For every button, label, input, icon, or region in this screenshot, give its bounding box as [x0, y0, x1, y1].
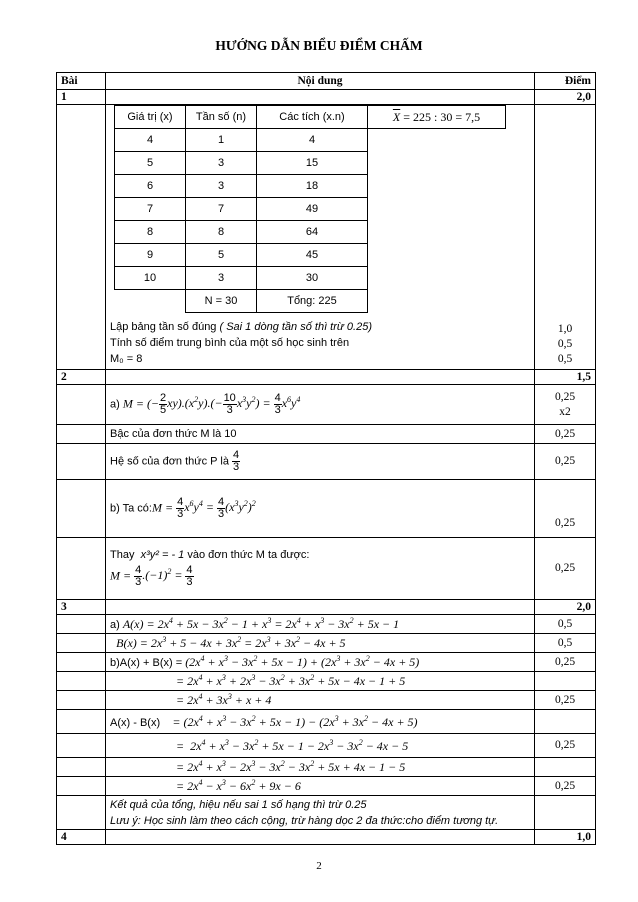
freq-cell: 4: [257, 129, 368, 152]
freq-cell: 3: [186, 152, 257, 175]
freq-cell: 1: [186, 129, 257, 152]
section-1-row: [57, 90, 596, 105]
mean-value: = 225 : 30 = 7,5: [403, 109, 481, 124]
freq-row: [115, 198, 506, 221]
freq-cell: 30: [257, 267, 368, 290]
section-2-number: 2: [57, 370, 106, 385]
s1-line1: Lập bảng tần số đúng ( Sai 1 dòng tần số thì trừ 0.25): [110, 321, 373, 333]
mean-cell: [368, 106, 506, 129]
freq-cell: 7: [186, 198, 257, 221]
section-3-points: 2,0: [535, 600, 596, 615]
freq-header-x: Giá trị (x): [115, 106, 186, 129]
s3-note-1: Kết quả của tổng, hiệu nếu sai 1 số hạng thì trừ 0.25: [110, 798, 367, 811]
header-diem: Điểm: [535, 73, 596, 90]
header-bai: Bài: [57, 73, 106, 90]
freq-cell: 15: [257, 152, 368, 175]
section-1-points: 2,0: [535, 90, 596, 105]
freq-cell: 3: [186, 175, 257, 198]
section-4-row: [57, 830, 596, 845]
frequency-table: [114, 105, 506, 313]
s1-pts-1: 1,0: [557, 323, 573, 335]
freq-cell: 10: [115, 267, 186, 290]
freq-row: [115, 221, 506, 244]
s2-bac: Bậc của đơn thức M là 10: [106, 425, 535, 444]
freq-cell: 49: [257, 198, 368, 221]
section-2-points: 1,5: [535, 370, 596, 385]
freq-cell: 8: [186, 221, 257, 244]
section-3-number: 3: [57, 600, 106, 615]
freq-row: [115, 152, 506, 175]
s1-pts-3: 0,5: [557, 353, 573, 365]
header-noi-dung: Nội dung: [106, 73, 535, 90]
s1-pts-2: 0,5: [557, 338, 573, 350]
freq-total-xn: Tổng: 225: [257, 290, 368, 313]
grading-table: Bài Nội dung Điểm 1 2,0 Giá trị (x) Tần số (n) Các tích (x.n) $\overline{X} = 225$ : 30 = 7,5 4 1 4 5 3 15 6 3 18 7 7 49 8 8 64 9 5 45 10 3 30 N = 30 Tổng: 225 Lập bảng tần số đúng ( Sai 1 dòng tần số thì trừ 0.25) Tính số điểm trung bình của một số học sinh trên M₀ = 8 1,0 0,5 0,5 2 1,5 a) M = (− $\frac{2}{5}$ $xy).(x^2y).(-$ $\frac{10}{3}$ $x^3y^2$) = $\frac{4}{3}$ $x^6y^4$ 0,25 x2 Bậc của đơn thức M là 10 0,25 Hệ số của đơn thức P là $\frac{4}{3}$ 0,25 b) Ta có:M = $\frac{4}{3}$ $x^6y^4$ = $\frac{4}{3}$ $(x^3y^2)^2$ 0,25 Thay x³y² = - 1 vào đơn thức M ta được: M = $\frac{4}{3}$ $.(-1)^2$ = $\frac{4}{3}$ 0,25 3 2,0 a) $A(x) = 2x^4 + 5x - 3x^2 - 1 + x^3 = 2x^4 + x^3 - 3x^2 + 5x - 1$ 0,5 $B(x) = 2x^3 + 5 - 4x + 3x^2 = 2x^3 + 3x^2 - 4x + 5$ 0,5 $b)A(x) + B(x) = (2x^4 + x^3 - 3x^2 + 5x - 1) + (2x^3 + 3x^2 - 4x + 5)$ 0,25 = $2x^4 + x^3 + 2x^3 - 3x^2 + 3x^2 + 5x - 4x - 1 + 5$ = $2x^4 + 3x^3 + x + 4$ 0,25 A(x) - B(x) = $(2x^4 + x^3 - 3x^2 + 5x - 1) - (2x^3 + 3x^2 - 4x + 5)$ = $2x^4 + x^3 - 3x^2 + 5x - 1 - 2x^3 - 3x^2 - 4x - 5$ 0,25 = $2x^4 + x^3 - 2x^3 - 3x^2 - 3x^2 + 5x + 4x - 1 - 5$ = $2x^4 - x^3 - 6x^2 + 9x - 6$ 0,25 Kết quả của tổng, hiệu nếu sai 1 số hạng thì trừ 0.25 Lưu ý: Học sinh làm theo cách cộng, trừ hàng dọc 2 đa thức:cho điểm tương tự. 4 1,0: [56, 72, 596, 845]
section-3-row: [57, 600, 596, 615]
s2-b: b) Ta có:M = $\frac{4}{3}$ $x^6y^4$ = $\frac{4}{3}$ $(x^3y^2)^2$: [106, 480, 535, 538]
section-4-points: 1,0: [535, 830, 596, 845]
table-header-row: [57, 73, 596, 90]
freq-cell: 64: [257, 221, 368, 244]
section-4-number: 4: [57, 830, 106, 845]
s2-heso: Hệ số của đơn thức P là $\frac{4}{3}$: [106, 444, 535, 480]
freq-cell: 4: [115, 129, 186, 152]
freq-header-xn: Các tích (x.n): [257, 106, 368, 129]
page-title: HƯỚNG DẪN BIỂU ĐIỂM CHẤM: [215, 38, 423, 53]
freq-total-n: N = 30: [186, 290, 257, 313]
freq-cell: 18: [257, 175, 368, 198]
s1-line3: M₀ = 8: [110, 353, 143, 365]
freq-cell: 45: [257, 244, 368, 267]
s3-note-2: Lưu ý: Học sinh làm theo cách cộng, trừ hàng dọc 2 đa thức:cho điểm tương tự.: [110, 814, 499, 827]
section-1-content: [57, 105, 596, 370]
s1-line2: Tính số điểm trung bình của một số học sinh trên: [110, 337, 350, 349]
section-1-number: 1: [57, 90, 106, 105]
freq-cell: 7: [115, 198, 186, 221]
section-2-row: [57, 370, 596, 385]
freq-row: [115, 129, 506, 152]
freq-cell: 6: [115, 175, 186, 198]
freq-cell: 5: [115, 152, 186, 175]
freq-row: [115, 175, 506, 198]
freq-row: [115, 244, 506, 267]
freq-cell: 9: [115, 244, 186, 267]
mean-symbol: $\overline{X}$: [392, 109, 401, 124]
freq-cell: 5: [186, 244, 257, 267]
freq-header-n: Tần số (n): [186, 106, 257, 129]
page-number: 2: [316, 860, 322, 872]
s2-a-row: a) M = (− $\frac{2}{5}$ $xy).(x^2y).(-$ $\frac{10}{3}$ $x^3y^2$) = $\frac{4}{3}$ $x^6y^4$ 0,25 x2: [57, 385, 596, 425]
freq-cell: 8: [115, 221, 186, 244]
freq-row: [115, 267, 506, 290]
freq-cell: 3: [186, 267, 257, 290]
s2-thay: Thay x³y² = - 1 vào đơn thức M ta được: M = $\frac{4}{3}$ $.(-1)^2$ = $\frac{4}{3}$: [106, 538, 535, 600]
